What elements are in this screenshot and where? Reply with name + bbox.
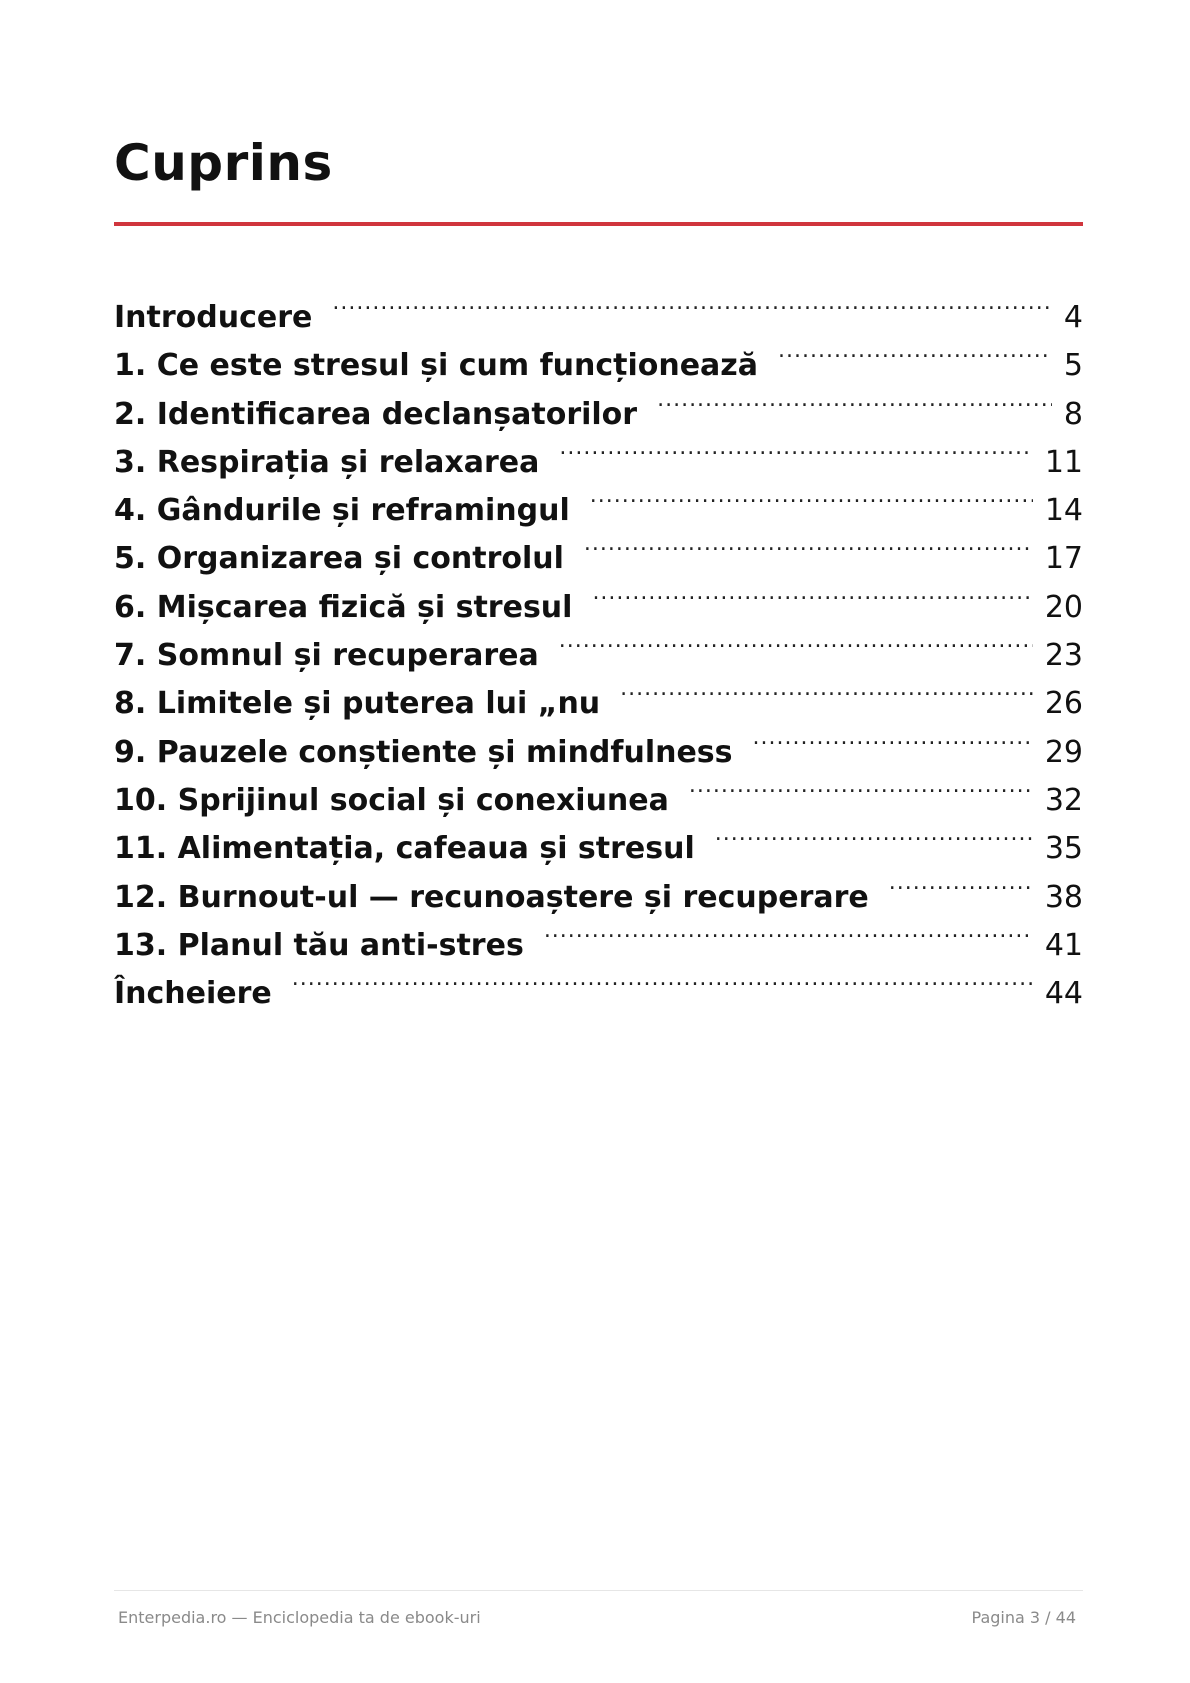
toc-entry-label: Încheiere bbox=[114, 976, 272, 1012]
toc-entry-label: 12. Burnout-ul — recunoaștere și recuperare bbox=[114, 879, 869, 915]
toc-entry-label: 4. Gândurile și reframingul bbox=[114, 493, 570, 529]
toc-entry-label: Introducere bbox=[114, 300, 313, 335]
toc-entry-label: 9. Pauzele conștiente și mindfulness bbox=[114, 734, 733, 770]
table-of-contents bbox=[114, 279, 1083, 1012]
toc-dot-leader bbox=[544, 907, 1033, 955]
toc-entry-page: 44 bbox=[1044, 976, 1083, 1012]
toc-entry-label: 6. Mișcarea fizică și stresul bbox=[114, 589, 573, 625]
footer-site-name: Enterpedia.ro — Enciclopedia ta de ebook-uri bbox=[118, 1608, 481, 1627]
toc-entry-page: 23 bbox=[1044, 638, 1083, 674]
toc-entry-label: 11. Alimentația, cafeaua și stresul bbox=[114, 831, 695, 867]
toc-entry-page: 26 bbox=[1044, 686, 1083, 722]
toc-dot-leader bbox=[292, 955, 1033, 1003]
toc-dot-leader bbox=[778, 327, 1052, 375]
toc-entry-label: 7. Somnul și recuperarea bbox=[114, 638, 539, 674]
toc-dot-leader bbox=[657, 376, 1052, 424]
toc-entry-page: 35 bbox=[1044, 831, 1083, 867]
toc-dot-leader bbox=[753, 714, 1033, 762]
page-title: Cuprins bbox=[114, 134, 333, 192]
toc-dot-leader bbox=[584, 520, 1033, 568]
toc-dot-leader bbox=[590, 472, 1033, 520]
toc-dot-leader bbox=[332, 279, 1052, 327]
toc-entry-page: 11 bbox=[1044, 444, 1083, 480]
toc-dot-leader bbox=[689, 762, 1033, 810]
toc-entry-label: 5. Organizarea și controlul bbox=[114, 541, 564, 577]
toc-entry-page: 29 bbox=[1044, 734, 1083, 770]
toc-entry-page: 20 bbox=[1044, 589, 1083, 625]
toc-entry[interactable] bbox=[114, 279, 1083, 335]
toc-entry-label: 8. Limitele și puterea lui „nu bbox=[114, 686, 601, 722]
toc-dot-leader bbox=[592, 569, 1032, 617]
title-divider bbox=[114, 222, 1083, 226]
toc-entry-page: 5 bbox=[1063, 348, 1083, 384]
toc-entry-page: 17 bbox=[1044, 541, 1083, 577]
toc-dot-leader bbox=[559, 424, 1032, 472]
toc-entry-label: 3. Respirația și relaxarea bbox=[114, 444, 540, 480]
footer-page-number: Pagina 3 / 44 bbox=[971, 1608, 1076, 1627]
toc-entry-label: 1. Ce este stresul și cum funcționează bbox=[114, 348, 759, 384]
toc-entry-label: 2. Identificarea declanșatorilor bbox=[114, 396, 638, 432]
toc-entry-page: 41 bbox=[1044, 927, 1083, 963]
toc-dot-leader bbox=[889, 859, 1033, 907]
toc-entry-page: 32 bbox=[1044, 782, 1083, 818]
toc-dot-leader bbox=[620, 665, 1033, 713]
footer-divider bbox=[114, 1590, 1083, 1591]
toc-entry-label: 10. Sprijinul social și conexiunea bbox=[114, 782, 669, 818]
toc-entry-page: 4 bbox=[1063, 300, 1083, 335]
toc-entry-label: 13. Planul tău anti-stres bbox=[114, 927, 524, 963]
toc-entry-page: 14 bbox=[1044, 493, 1083, 529]
toc-entry-page: 8 bbox=[1063, 396, 1083, 432]
toc-entry-page: 38 bbox=[1044, 879, 1083, 915]
toc-dot-leader bbox=[715, 810, 1033, 858]
toc-dot-leader bbox=[559, 617, 1033, 665]
